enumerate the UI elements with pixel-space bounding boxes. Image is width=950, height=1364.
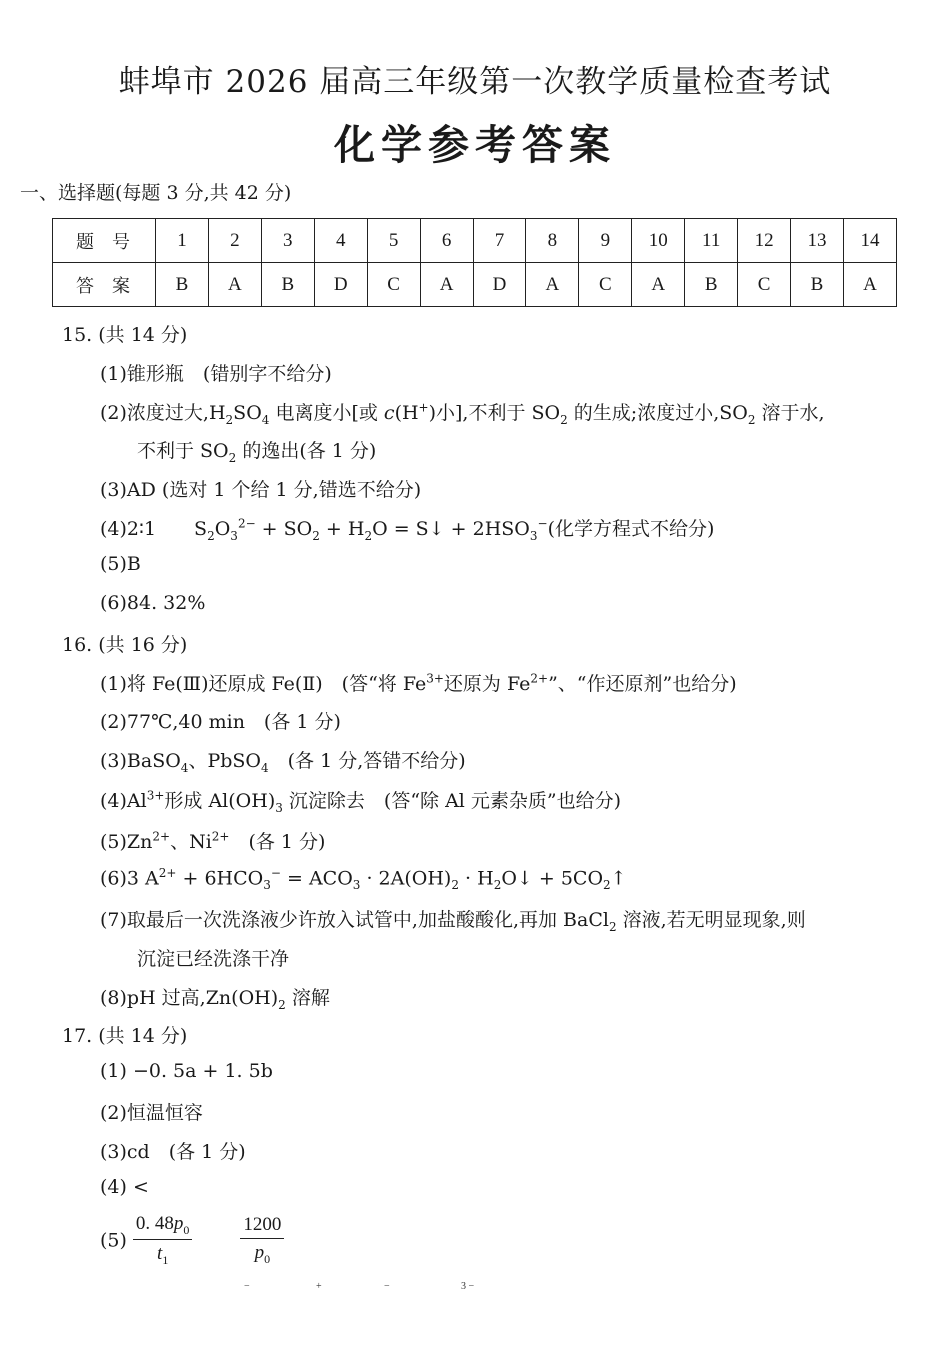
q16-header: 16. (共 16 分) xyxy=(62,634,188,656)
q17-answer-5-label: (5) xyxy=(100,1229,127,1252)
question-number-row xyxy=(53,219,897,263)
answer-cell: A xyxy=(843,263,896,307)
answer-cell: B xyxy=(791,263,844,307)
q16-answer-7: (7)取最后一次洗涤液少许放入试管中,加盐酸酸化,再加 BaCl$_2$ 溶液,若无明显现象,则 xyxy=(100,909,806,934)
q15-answer-5: (5)B xyxy=(100,553,141,575)
q16-answer-8: (8)pH 过高$,Zn(OH)_2$ 溶解 xyxy=(100,987,330,1012)
fraction-rate xyxy=(133,1214,193,1267)
question-number: 12 xyxy=(738,219,791,263)
q17-answer-1: (1) −0. 5a + 1. 5b xyxy=(100,1060,273,1082)
answer-cell: D xyxy=(473,263,526,307)
q16-answer-7-continued: 沉淀已经洗涤干净 xyxy=(137,948,290,970)
answer-row xyxy=(53,263,897,307)
question-number: 8 xyxy=(526,219,579,263)
q17-header: 17. (共 14 分) xyxy=(62,1025,188,1047)
answer-cell: D xyxy=(314,263,367,307)
q15-answer-2: (2)浓度过大$,H_2SO_4$ 电离度小[或 c(H+)小],不利于 $SO_2$ 的生成;浓度过小$,SO_2$ 溶于水, xyxy=(100,400,825,427)
question-number: 3 xyxy=(261,219,314,263)
answer-cell: A xyxy=(632,263,685,307)
q17-answer-5 xyxy=(100,1214,290,1267)
q16-answer-4: $(4)Al^{3+}$形成 $Al(OH)_3$ 沉淀除去 (答“除 Al 元素杂质”也给分) xyxy=(100,788,622,815)
question-number: 1 xyxy=(156,219,209,263)
fraction-constant xyxy=(240,1215,284,1266)
q15-answer-4: (4)2∶1 $S_2O_3^{2-} + SO_2 + H_2O$ = S↓ + $2HSO_3^-$(化学方程式不给分) xyxy=(100,516,715,543)
row-label-question-number: 题号 xyxy=(53,219,156,263)
question-number: 13 xyxy=(791,219,844,263)
fraction-denominator: $t_1$ xyxy=(157,1242,169,1267)
q17-answer-3: (3)cd (各 1 分) xyxy=(100,1141,246,1163)
section-heading-multiple-choice: 一、选择题(每题 3 分,共 42 分) xyxy=(20,182,292,204)
question-number: 9 xyxy=(579,219,632,263)
question-number: 2 xyxy=(208,219,261,263)
footer-mark: + xyxy=(316,1281,322,1292)
q16-answer-6: (6)3 $A^{2+} + 6HCO_3^- = ACO_3 \cdot 2A(OH)_2$ · $H_2O↓$ + $5CO_2↑$ xyxy=(100,866,627,893)
fraction-numerator: 1200 xyxy=(240,1215,284,1239)
q16-answer-1: (1)将 Fe(Ⅲ)还原成 Fe(Ⅱ) (答“将 $Fe^{3+}$还原为 $Fe^{2+}$”、“作还原剂”也给分) xyxy=(100,671,737,695)
fraction-numerator: 0. $48p_0$ xyxy=(133,1214,193,1240)
answer-cell: B xyxy=(685,263,738,307)
fraction-denominator: $p_0$ xyxy=(254,1241,271,1266)
exam-title: 蚌埠市 2026 届高三年级第一次教学质量检查考试 xyxy=(118,64,832,100)
q16-answer-3: (3)BaSO$_4$、PbSO$_4$ (各 1 分,答错不给分) xyxy=(100,750,466,775)
document-title: 化学参考答案 xyxy=(334,121,616,169)
row-label-answer: 答案 xyxy=(53,263,156,307)
q16-answer-2: (2)77℃,40 min (各 1 分) xyxy=(100,711,341,733)
answer-cell: B xyxy=(156,263,209,307)
answer-cell: A xyxy=(420,263,473,307)
answer-table xyxy=(52,218,897,307)
question-number: 4 xyxy=(314,219,367,263)
q15-answer-2-continued: 不利于 $SO_2$ 的逸出(各 1 分) xyxy=(137,440,377,465)
footer-mark: − xyxy=(244,1281,250,1292)
question-number: 6 xyxy=(420,219,473,263)
q15-answer-6: (6)84. 32% xyxy=(100,592,206,614)
q15-answer-1: (1)锥形瓶 (错别字不给分) xyxy=(100,363,332,385)
answer-cell: C xyxy=(579,263,632,307)
answer-cell: A xyxy=(526,263,579,307)
q17-answer-2: (2)恒温恒容 xyxy=(100,1102,203,1124)
q15-answer-3: (3)AD (选对 1 个给 1 分,错选不给分) xyxy=(100,479,422,501)
answer-cell: C xyxy=(367,263,420,307)
question-number: 10 xyxy=(632,219,685,263)
answer-cell: B xyxy=(261,263,314,307)
question-number: 14 xyxy=(843,219,896,263)
question-number: 5 xyxy=(367,219,420,263)
answer-cell: A xyxy=(208,263,261,307)
q15-header: 15. (共 14 分) xyxy=(62,324,188,346)
question-number: 7 xyxy=(473,219,526,263)
question-number: 11 xyxy=(685,219,738,263)
footer-mark: − xyxy=(384,1281,390,1292)
answer-cell: C xyxy=(738,263,791,307)
page-number: 3 − xyxy=(461,1281,475,1292)
q17-answer-4: (4) < xyxy=(100,1176,149,1198)
q16-answer-5: $(5)Zn^{2+}$、$Ni^{2+}$ (各 1 分) xyxy=(100,829,326,853)
